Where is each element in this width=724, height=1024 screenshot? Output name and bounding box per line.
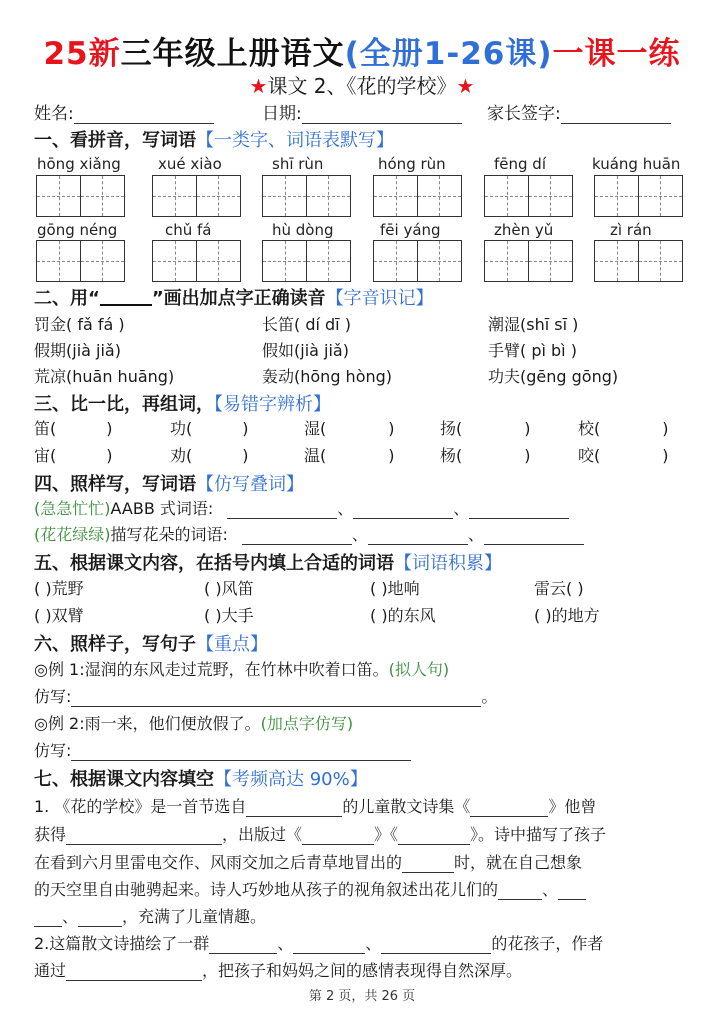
answer-blank[interactable] [381, 938, 491, 954]
fill-word-item[interactable]: ( )的地方 [534, 606, 600, 625]
section-7-title: 七、根据课文内容填空 [34, 769, 214, 790]
word-group-item[interactable]: 校( ) [578, 419, 669, 438]
date-field[interactable] [262, 99, 462, 124]
answer-blank[interactable] [353, 503, 453, 519]
section-6-heading [34, 630, 268, 656]
word-group-item[interactable]: 温( ) [304, 446, 395, 465]
answer-blank[interactable] [209, 938, 277, 954]
answer-blank[interactable] [71, 745, 411, 761]
section-3-heading [34, 390, 331, 416]
pronunciation-item[interactable]: 假期(jià jiǎ) [34, 341, 121, 360]
fill-paragraph-line[interactable]: 的天空里自由驰骋起来。诗人巧妙地从孩子的视角叙述出花儿们的 、 [34, 877, 586, 900]
aabb-line[interactable]: (急急忙忙)AABB 式词语: 、 、 [34, 496, 569, 519]
page-title [0, 28, 724, 73]
name-blank[interactable] [74, 106, 214, 124]
answer-blank[interactable] [402, 857, 454, 873]
example-sentence-1: ◎例 1:湿润的东风走过荒野，在竹林中吹着口笛。(拟人句) [34, 660, 450, 679]
fill-word-item[interactable]: ( )双臂 [34, 606, 84, 625]
section-6-title: 六、照样子，写句子 [34, 634, 196, 655]
writing-grid[interactable] [484, 240, 571, 282]
section-2-title-b: ”画出加点字正确读音 [151, 288, 326, 309]
writing-grid[interactable] [262, 240, 349, 282]
example-word: (急急忙忙) [34, 499, 111, 518]
answer-blank[interactable] [34, 911, 62, 927]
section-6-tag: 【重点】 [196, 634, 268, 655]
section-3-tag: 【易错字辨析】 [214, 394, 331, 415]
pinyin-label: hōng xiǎng [37, 155, 121, 173]
pinyin-label: zhèn yǔ [494, 221, 554, 239]
answer-blank[interactable] [398, 829, 470, 845]
word-group-item[interactable]: 杨( ) [440, 446, 531, 465]
writing-grid[interactable] [484, 175, 571, 217]
writing-grid[interactable] [262, 175, 349, 217]
imitation-line-2[interactable]: 仿写: [34, 738, 411, 761]
section-7-tag: 【考频高达 90%】 [214, 769, 368, 790]
section-4-heading [34, 470, 304, 496]
fill-word-item[interactable]: ( )风笛 [204, 579, 254, 598]
fill-word-item[interactable]: ( )大手 [204, 606, 254, 625]
lesson-subtitle [0, 70, 724, 99]
section-5-heading [34, 549, 502, 575]
answer-blank[interactable] [302, 829, 374, 845]
pronunciation-item[interactable]: 手臂( pì bì ) [488, 341, 577, 360]
flower-words-line[interactable]: (花花绿绿)描写花朵的词语: 、 、 [34, 522, 584, 545]
pinyin-label: xué xiào [158, 155, 222, 173]
pinyin-label: shī rùn [272, 155, 324, 173]
pinyin-label: fēi yáng [380, 221, 441, 239]
answer-blank[interactable] [66, 965, 202, 981]
fill-word-item[interactable]: ( )荒野 [34, 579, 84, 598]
underline-sample [100, 292, 152, 306]
answer-blank[interactable] [293, 938, 365, 954]
pinyin-label: hù dòng [272, 221, 334, 239]
writing-grid[interactable] [152, 240, 239, 282]
answer-blank[interactable] [71, 691, 481, 707]
answer-blank[interactable] [498, 884, 542, 900]
section-5-tag: 【词语积累】 [394, 553, 502, 574]
section-2-heading [34, 284, 434, 310]
pronunciation-item[interactable]: 荒凉(huān huāng) [34, 367, 175, 386]
word-group-item[interactable]: 扬( ) [440, 419, 531, 438]
name-field[interactable] [34, 99, 214, 124]
date-label: 日期: [262, 104, 302, 124]
writing-grid[interactable] [594, 175, 681, 217]
writing-grid[interactable] [373, 175, 460, 217]
title-grade-prefix: 25新 [43, 36, 121, 72]
imitation-line-1[interactable]: 仿写: 。 [34, 687, 498, 706]
section-4-tag: 【仿写叠词】 [196, 474, 304, 495]
title-range: (全册1-26课) [344, 36, 553, 72]
answer-blank[interactable] [470, 801, 548, 817]
word-group-item[interactable]: 宙( ) [34, 446, 113, 465]
title-tail: 一课一练 [552, 36, 681, 72]
parent-sign-field[interactable] [487, 99, 671, 124]
fill-paragraph-line[interactable]: 在看到六月里雷电交作、风雨交加之后青草地冒出的 时，就在自己想象 [34, 853, 583, 872]
fill-paragraph-line[interactable]: 1. 《花的学校》是一首节选自 的儿童散文诗集《 》他曾 [34, 797, 597, 816]
section-1-title: 一、看拼音，写词语 [34, 130, 196, 151]
pinyin-label: hóng rùn [378, 155, 446, 173]
date-blank[interactable] [302, 106, 462, 124]
pinyin-label: kuáng huān [592, 155, 681, 173]
fill-paragraph-line[interactable]: 、 ，充满了儿童情趣。 [34, 904, 266, 927]
section-5-title: 五、根据课文内容，在括号内填上合适的词语 [34, 553, 394, 574]
fill-paragraph-line[interactable]: 获得 ，出版过《 》《 》。诗中描写了孩子 [34, 825, 607, 844]
writing-grid[interactable] [152, 175, 239, 217]
parent-sign-blank[interactable] [561, 106, 671, 124]
fill-paragraph-line[interactable]: 通过 ，把孩子和妈妈之间的感情表现得自然深厚。 [34, 961, 523, 980]
section-3-title: 三、比一比，再组词， [34, 394, 214, 415]
word-group-item[interactable]: 咬( ) [578, 446, 669, 465]
writing-grid[interactable] [594, 240, 681, 282]
title-grade: 三年级上册语文 [120, 36, 345, 72]
pronunciation-item[interactable]: 潮湿(shī sī ) [488, 315, 579, 334]
answer-blank[interactable] [484, 529, 584, 545]
name-label: 姓名: [34, 104, 74, 124]
pronunciation-item[interactable]: 功夫(gēng gōng) [488, 367, 619, 386]
section-4-title: 四、照样写，写词语 [34, 474, 196, 495]
answer-blank[interactable] [469, 503, 569, 519]
section-1-tag: 【一类字、词语表默写】 [196, 130, 394, 151]
pinyin-label: chǔ fá [165, 221, 212, 239]
pinyin-label: fēng dí [494, 155, 546, 173]
fill-paragraph-line[interactable]: 2.这篇散文诗描绘了一群 、 、 的花孩子，作者 [34, 934, 604, 953]
pronunciation-item[interactable]: 假如(jià jiǎ) [262, 341, 349, 360]
fill-word-item[interactable]: ( )地响 [370, 579, 420, 598]
writing-grid[interactable] [36, 240, 123, 282]
pinyin-label: gōng néng [37, 221, 118, 239]
section-7-heading [34, 765, 368, 791]
section-1-heading [34, 126, 394, 152]
pronunciation-item[interactable]: 长笛( dí dī ) [262, 315, 351, 334]
word-group-item[interactable]: 功( ) [170, 419, 249, 438]
fill-word-item[interactable]: ( )的东风 [370, 606, 436, 625]
answer-blank[interactable] [78, 911, 122, 927]
writing-grid[interactable] [373, 240, 460, 282]
answer-blank[interactable] [558, 884, 586, 900]
example-sentence-2: ◎例 2:雨一来，他们便放假了。(加点字仿写) [34, 714, 354, 733]
answer-blank[interactable] [66, 829, 222, 845]
lesson-name: 课文 2、《花的学校》 [267, 74, 457, 98]
page-number: 第 2 页，共 26 页 [308, 989, 416, 1004]
writing-grid[interactable] [36, 175, 123, 217]
answer-blank[interactable] [227, 503, 337, 519]
example-word: (花花绿绿) [34, 525, 111, 544]
word-group-item[interactable]: 劝( ) [170, 446, 249, 465]
parent-sign-label: 家长签字: [487, 104, 561, 124]
word-group-item[interactable]: 湿( ) [304, 419, 395, 438]
pronunciation-item[interactable]: 轰动(hōng hòng) [262, 367, 393, 386]
word-group-item[interactable]: 笛( ) [34, 419, 113, 438]
pronunciation-item[interactable]: 罚金( fǎ fá ) [34, 315, 125, 334]
answer-blank[interactable] [368, 529, 468, 545]
fill-word-item[interactable]: 雷云( ) [534, 579, 584, 598]
pinyin-label: zì rán [610, 221, 652, 239]
answer-blank[interactable] [246, 801, 342, 817]
star-icon-left: ★ [249, 74, 268, 98]
answer-blank[interactable] [242, 529, 352, 545]
star-icon-right: ★ [456, 74, 475, 98]
section-2-title-a: 二、用“ [34, 288, 100, 309]
section-2-tag: 【字音识记】 [325, 288, 434, 309]
